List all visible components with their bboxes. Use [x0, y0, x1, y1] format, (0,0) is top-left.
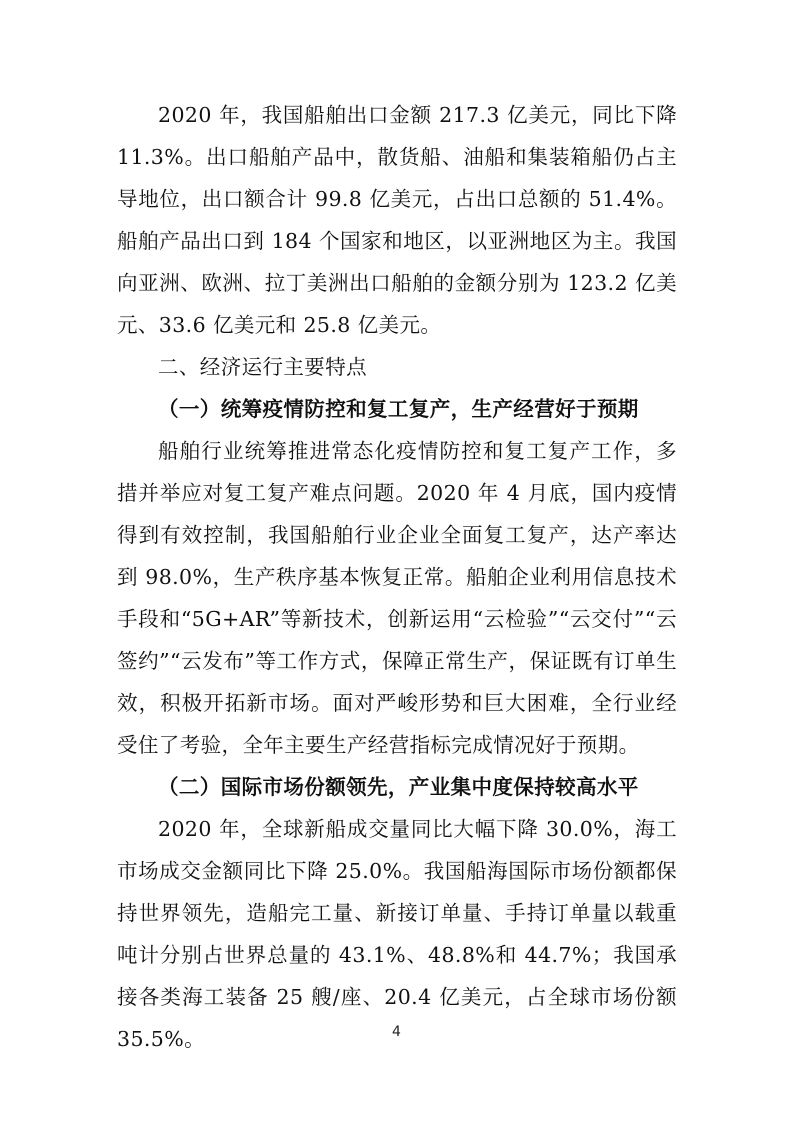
document-body — [117, 94, 677, 1060]
subheading-market-share: （二）国际市场份额领先，产业集中度保持较高水平 — [158, 775, 639, 799]
subheading-epidemic-control: （一）统筹疫情防控和复工复产，生产经营好于预期 — [158, 397, 639, 421]
page-number: 4 — [392, 1024, 401, 1040]
paragraph-epidemic-control: 船舶行业统筹推进常态化疫情防控和复工复产工作，多措并举应对复工复产难点问题。2020 年 4 月底，国内疫情得到有效控制，我国船舶行业企业全面复工复产，达产率达到 98.0%，生产秩序基本恢复正常。船舶企业利用信息技术手段和“5G+AR”等新技术，创新运用“云检验”“云交付”“云签约”“云发布”等工作方式，保障正常生产，保证既有订单生效，积极开拓新市场。面对严峻形势和巨大困难，全行业经受住了考验，全年主要生产经营指标完成情况好于预期。 — [117, 439, 677, 757]
paragraph-market-share: 2020 年，全球新船成交量同比大幅下降 30.0%，海工市场成交金额同比下降 25.0%。我国船海国际市场份额都保持世界领先，造船完工量、新接订单量、手持订单量以载重吨计分别占世界总量的 43.1%、48.8%和 44.7%；我国承接各类海工装备 25 艘/座、20.4 亿美元，占全球市场份额 35.5%。 — [117, 817, 677, 1051]
section-heading: 二、经济运行主要特点 — [158, 355, 367, 379]
paragraph-export-summary: 2020 年，我国船舶出口金额 217.3 亿美元，同比下降 11.3%。出口船舶产品中，散货船、油船和集装箱船仍占主导地位，出口额合计 99.8 亿美元，占出口总额的 51.4%。船舶产品出口到 184 个国家和地区，以亚洲地区为主。我国向亚洲、欧洲、拉丁美洲出口船舶的金额分别为 123.2 亿美元、33.6 亿美元和 25.8 亿美元。 — [117, 103, 677, 337]
